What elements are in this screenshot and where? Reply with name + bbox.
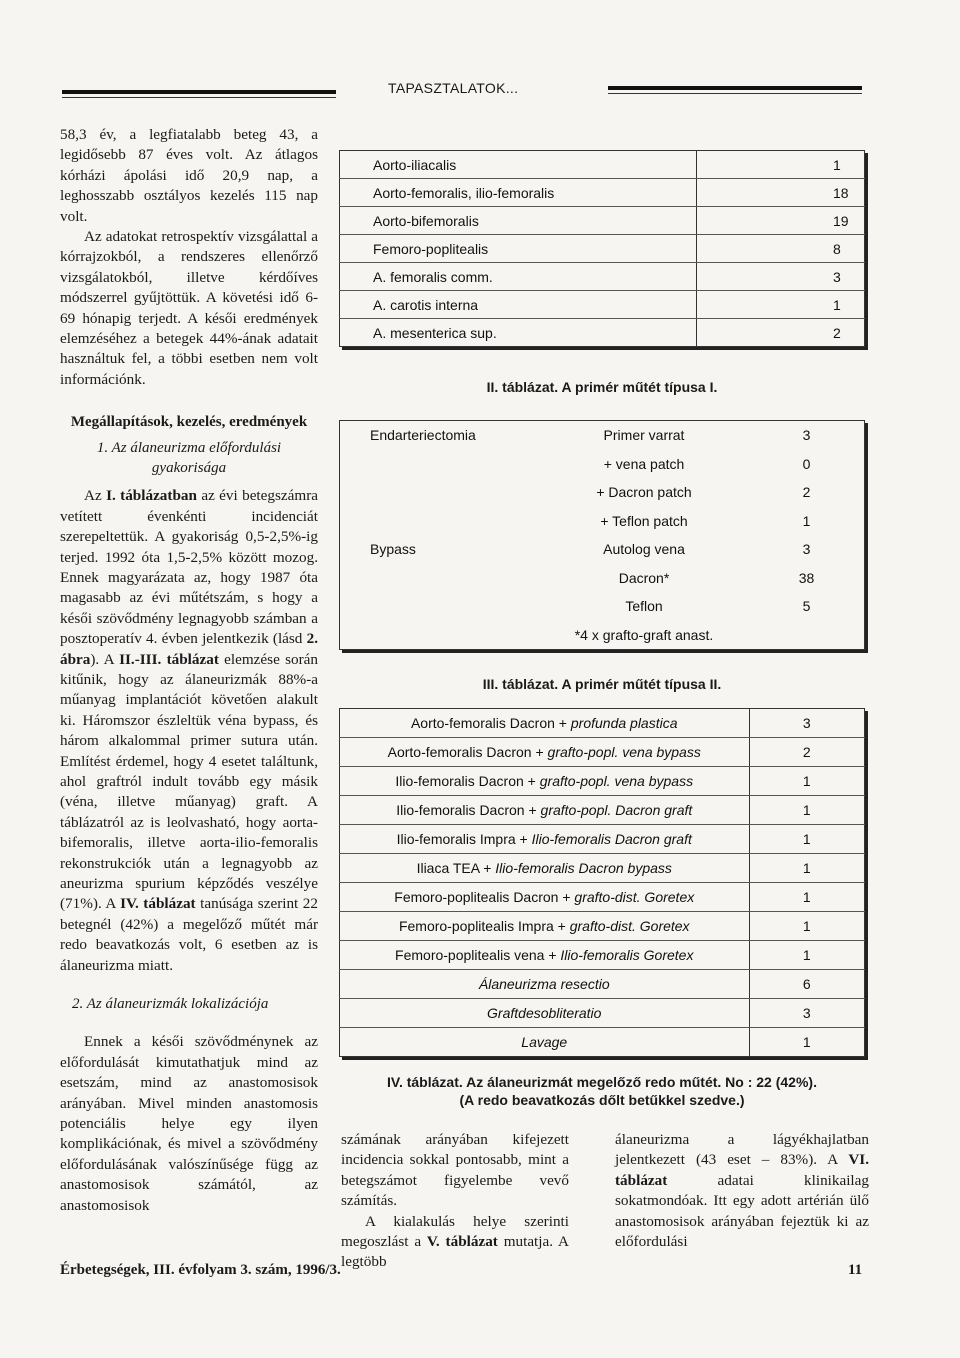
paragraph-localization: Ennek a késői szövődménynek az előfordulását kimutathatjuk mind az esetszám, mind az anastomosisok arányában. Mivel minden anastomosis potenciális helye egy ilyen komplikációnak, és mivel a szövődmény előfordulásának valószínűsége függ az anastomosisok számától, az anastomosisok <box>60 1033 318 1214</box>
table-cell-type: + Teflon patch <box>600 512 688 529</box>
table-cell-procedure <box>340 825 750 854</box>
table-cell-value: 19 <box>697 207 865 235</box>
procedure-redo: profunda plastica <box>570 715 678 731</box>
table-cell-value: 6 <box>749 970 865 999</box>
procedure-primary: Femoro-poplitealis Dacron + <box>394 889 575 905</box>
procedure-primary: Aorto-femoralis Dacron + <box>410 715 571 731</box>
table-cell-type: Dacron* <box>618 569 670 586</box>
table-cell-procedure <box>340 970 750 999</box>
procedure-redo: Ilio-femoralis Goretex <box>560 947 694 963</box>
procedure-primary: Ilio-femoralis Dacron + <box>395 773 540 789</box>
table-row <box>340 235 865 263</box>
table-cell-value: 3 <box>802 541 811 558</box>
table-cell-procedure <box>340 1028 750 1057</box>
paragraph-incidence: Az I. táblázatban az évi betegszámra vetített évenkénti incidenciát szerepeltettük. A gyakoriság 0,5-2,5%-ig terjed. 1992 óta 1,5-2,5% között mozog. Ennek magyarázata az, hogy 1987 óta magasabb az évi műtétszám, s hogy a késői szövődmény legnagyobb számban a posztoperatív 4. évben jelentkezik (lásd 2. ábra). A II.-III. táblázat elemzése során kitűnik, hogy az álaneurizmák 88%-a műanyag implantációt követően alakult ki. Háromszor észleltük véna bypass, és három alkalommal primer sutura után. Említést érdemel, hogy 4 esetet találtunk, ahol graftról indult tovább egy másik (véna, illetve műanyag) graft. A táblázatról az is leolvasható, hogy aorta-bifemoralis, illetve aorta-ilio-femoralis rekonstrukciók után a legnagyobb az aneurizma spurium képződés veszélye (71%). A IV. táblázat tanúsága szerint 22 betegnél (42%) a megelőző műtét már redo beavatkozás volt, 6 esetben az is álaneurizma miatt. <box>60 487 318 974</box>
table-row <box>340 941 865 970</box>
table-row <box>340 179 865 207</box>
paragraph-incidence-ratio: számának arányában kifejezett incidencia sokkal pontosabb, mint a betegszámot figyelembe vevő számítás. <box>341 1131 569 1210</box>
table-cell-value: 0 <box>802 455 811 472</box>
table-cell-procedure <box>340 796 750 825</box>
table-cell-label: A. mesenterica sup. <box>340 319 697 347</box>
procedure-primary: Femoro-poplitealis vena + <box>395 947 561 963</box>
table-cell-procedure <box>340 941 750 970</box>
table-cell-type: *4 x grafto-graft anast. <box>574 626 714 643</box>
table-row <box>340 535 865 564</box>
procedure-redo: grafto-popl. vena bypass <box>539 773 694 789</box>
table-cell-value: 3 <box>802 427 811 444</box>
table-row <box>340 796 865 825</box>
subsection-title-1: 1. Az álaneurizma előfordulási gyakorisága <box>96 440 282 477</box>
table-row <box>340 592 865 621</box>
procedure-redo: grafto-dist. Goretex <box>569 918 690 934</box>
subsection-title-2: 2. Az álaneurizmák lokalizációja <box>72 996 269 1013</box>
table-cell-group <box>340 450 540 479</box>
procedure-redo: Lavage <box>521 1034 568 1050</box>
table-cell-value: 1 <box>749 912 865 941</box>
procedure-redo: grafto-dist. Goretex <box>574 889 695 905</box>
footer-journal: Érbetegségek, III. évfolyam 3. szám, 1996/3. <box>60 1262 341 1278</box>
table-cell-group: Bypass <box>370 541 416 558</box>
table-cell-value: 1 <box>749 941 865 970</box>
table-cell-label: Femoro-poplitealis <box>340 235 697 263</box>
table-cell-value: 2 <box>802 484 811 501</box>
table-cell-group <box>340 507 540 536</box>
table-cell-group: Endarteriectomia <box>370 427 476 444</box>
table-cell-value: 1 <box>697 151 865 179</box>
procedure-redo: grafto-popl. Dacron graft <box>540 802 693 818</box>
table-cell-value: 18 <box>697 179 865 207</box>
table-row <box>340 207 865 235</box>
procedure-primary: Ilio-femoralis Dacron + <box>396 802 541 818</box>
table-row <box>340 263 865 291</box>
table-iii-caption: III. táblázat. A primér műtét típusa II. <box>482 676 722 692</box>
procedure-redo: Ilio-femoralis Dacron graft <box>531 831 692 847</box>
procedure-primary: Aorto-femoralis Dacron + <box>387 744 548 760</box>
table-iii <box>339 420 865 650</box>
table-cell-label: Aorto-bifemoralis <box>340 207 697 235</box>
table-cell-value: 2 <box>749 738 865 767</box>
procedure-primary: Iliaca TEA + <box>416 860 496 876</box>
table-row <box>340 478 865 507</box>
table-cell-value: 8 <box>697 235 865 263</box>
table-cell-type: Teflon <box>625 598 663 615</box>
table-row <box>340 854 865 883</box>
table-cell-value: 38 <box>798 569 815 586</box>
bottom-middle-column <box>341 1130 569 1273</box>
table-cell-procedure <box>340 767 750 796</box>
table-row <box>340 621 865 650</box>
table-cell-value: 3 <box>697 263 865 291</box>
table-cell-procedure <box>340 854 750 883</box>
table-cell-procedure <box>340 912 750 941</box>
table-cell-group <box>340 592 540 621</box>
table-cell-group <box>340 621 540 650</box>
table-cell-value <box>749 621 865 650</box>
header-rule-left-thin <box>62 97 336 98</box>
table-cell-value: 5 <box>802 598 811 615</box>
table-row <box>340 1028 865 1057</box>
table-row <box>340 738 865 767</box>
paragraph-distribution: A kialakulás helye szerinti megoszlást a V. táblázat mutatja. A legtöbb <box>341 1212 570 1271</box>
procedure-redo: Graftdesobliteratio <box>487 1005 602 1021</box>
procedure-redo: Álaneurizma resectio <box>478 976 610 992</box>
table-cell-group <box>340 478 540 507</box>
header-rule-right-thin <box>608 93 862 94</box>
table-cell-value: 1 <box>749 854 865 883</box>
table-row <box>340 709 865 738</box>
table-cell-value: 1 <box>749 883 865 912</box>
table-row <box>340 970 865 999</box>
paragraph-methods: Az adatokat retrospektív vizsgálattal a kórrajzokból, a rendszeres ellenőrző vizsgálatokból, illetve kérdőíves módszerrel gyűjtöttük. A követési idő 6-69 hónapig terjedt. A késői eredmények elemzéséhez a betegek 44%-ának adatait használtuk fel, a többi esetben nem volt információnk. <box>60 228 318 388</box>
table-iv-caption-1: IV. táblázat. Az álaneurizmát megelőző redo műtét. No : 22 (42%). <box>387 1074 817 1090</box>
table-cell-type: + Dacron patch <box>596 484 692 501</box>
table-row <box>340 912 865 941</box>
table-row <box>340 421 865 450</box>
table-cell-value: 1 <box>749 767 865 796</box>
table-cell-procedure <box>340 883 750 912</box>
table-row <box>340 507 865 536</box>
procedure-redo: Ilio-femoralis Dacron bypass <box>495 860 672 876</box>
section-title: Megállapítások, kezelés, eredmények <box>70 414 308 431</box>
table-iv-caption-2: (A redo beavatkozás dőlt betűkkel szedve.) <box>459 1092 745 1108</box>
paragraph-intro: 58,3 év, a legfiatalabb beteg 43, a legidősebb 87 éves volt. Az átlagos kórházi ápolási idő 20,9 nap, a leghosszabb osztályos kezelés 115 nap volt. <box>60 126 318 225</box>
header-rule-right <box>608 86 862 90</box>
table-cell-value: 1 <box>697 291 865 319</box>
table-cell-value: 1 <box>802 512 811 529</box>
table-cell-value: 3 <box>749 999 865 1028</box>
table-cell-label: A. femoralis comm. <box>340 263 697 291</box>
table-cell-value: 1 <box>749 825 865 854</box>
table-row <box>340 883 865 912</box>
table-row <box>340 564 865 593</box>
table-row <box>340 999 865 1028</box>
page-number: 11 <box>848 1262 863 1278</box>
table-row <box>340 319 865 347</box>
procedure-primary: Femoro-poplitealis Impra + <box>398 918 570 934</box>
paragraph-groin: álaneurizma a lágyékhajlatban jelentkezett (43 eset – 83%). A VI. táblázat adatai klinikailag sokatmondóak. Itt egy adott artérián ülő anastomosisok arányában fejeztük ki az előfordulási <box>615 1131 869 1251</box>
table-cell-label: Aorto-iliacalis <box>340 151 697 179</box>
table-cell-label: Aorto-femoralis, ilio-femoralis <box>340 179 697 207</box>
table-cell-procedure <box>340 709 750 738</box>
table-row <box>340 151 865 179</box>
table-cell-value: 2 <box>833 324 841 341</box>
procedure-redo: grafto-popl. vena bypass <box>547 744 701 760</box>
procedure-primary: Ilio-femoralis Impra + <box>396 831 532 847</box>
table-cell-type: Primer varrat <box>603 427 685 444</box>
table-cell-type: + vena patch <box>603 455 685 472</box>
table-cell-group <box>340 564 540 593</box>
table-cell-procedure <box>340 738 750 767</box>
header-rule-left <box>62 90 336 94</box>
table-cell-type: Autolog vena <box>603 541 685 558</box>
running-header-title: TAPASZTALATOK... <box>388 80 519 96</box>
table-row <box>340 825 865 854</box>
left-column <box>60 125 318 1216</box>
table-cell-procedure <box>340 999 750 1028</box>
table-row <box>340 450 865 479</box>
table-cell-value: 3 <box>749 709 865 738</box>
table-iv <box>339 708 865 1057</box>
table-ii-caption: II. táblázat. A primér műtét típusa I. <box>486 379 718 395</box>
table-row <box>340 291 865 319</box>
table-row <box>340 767 865 796</box>
table-ii <box>339 150 865 347</box>
bottom-right-column <box>615 1130 869 1252</box>
table-cell-value: 1 <box>802 1034 811 1050</box>
table-cell-value: 1 <box>749 796 865 825</box>
table-cell-label: A. carotis interna <box>340 291 697 319</box>
